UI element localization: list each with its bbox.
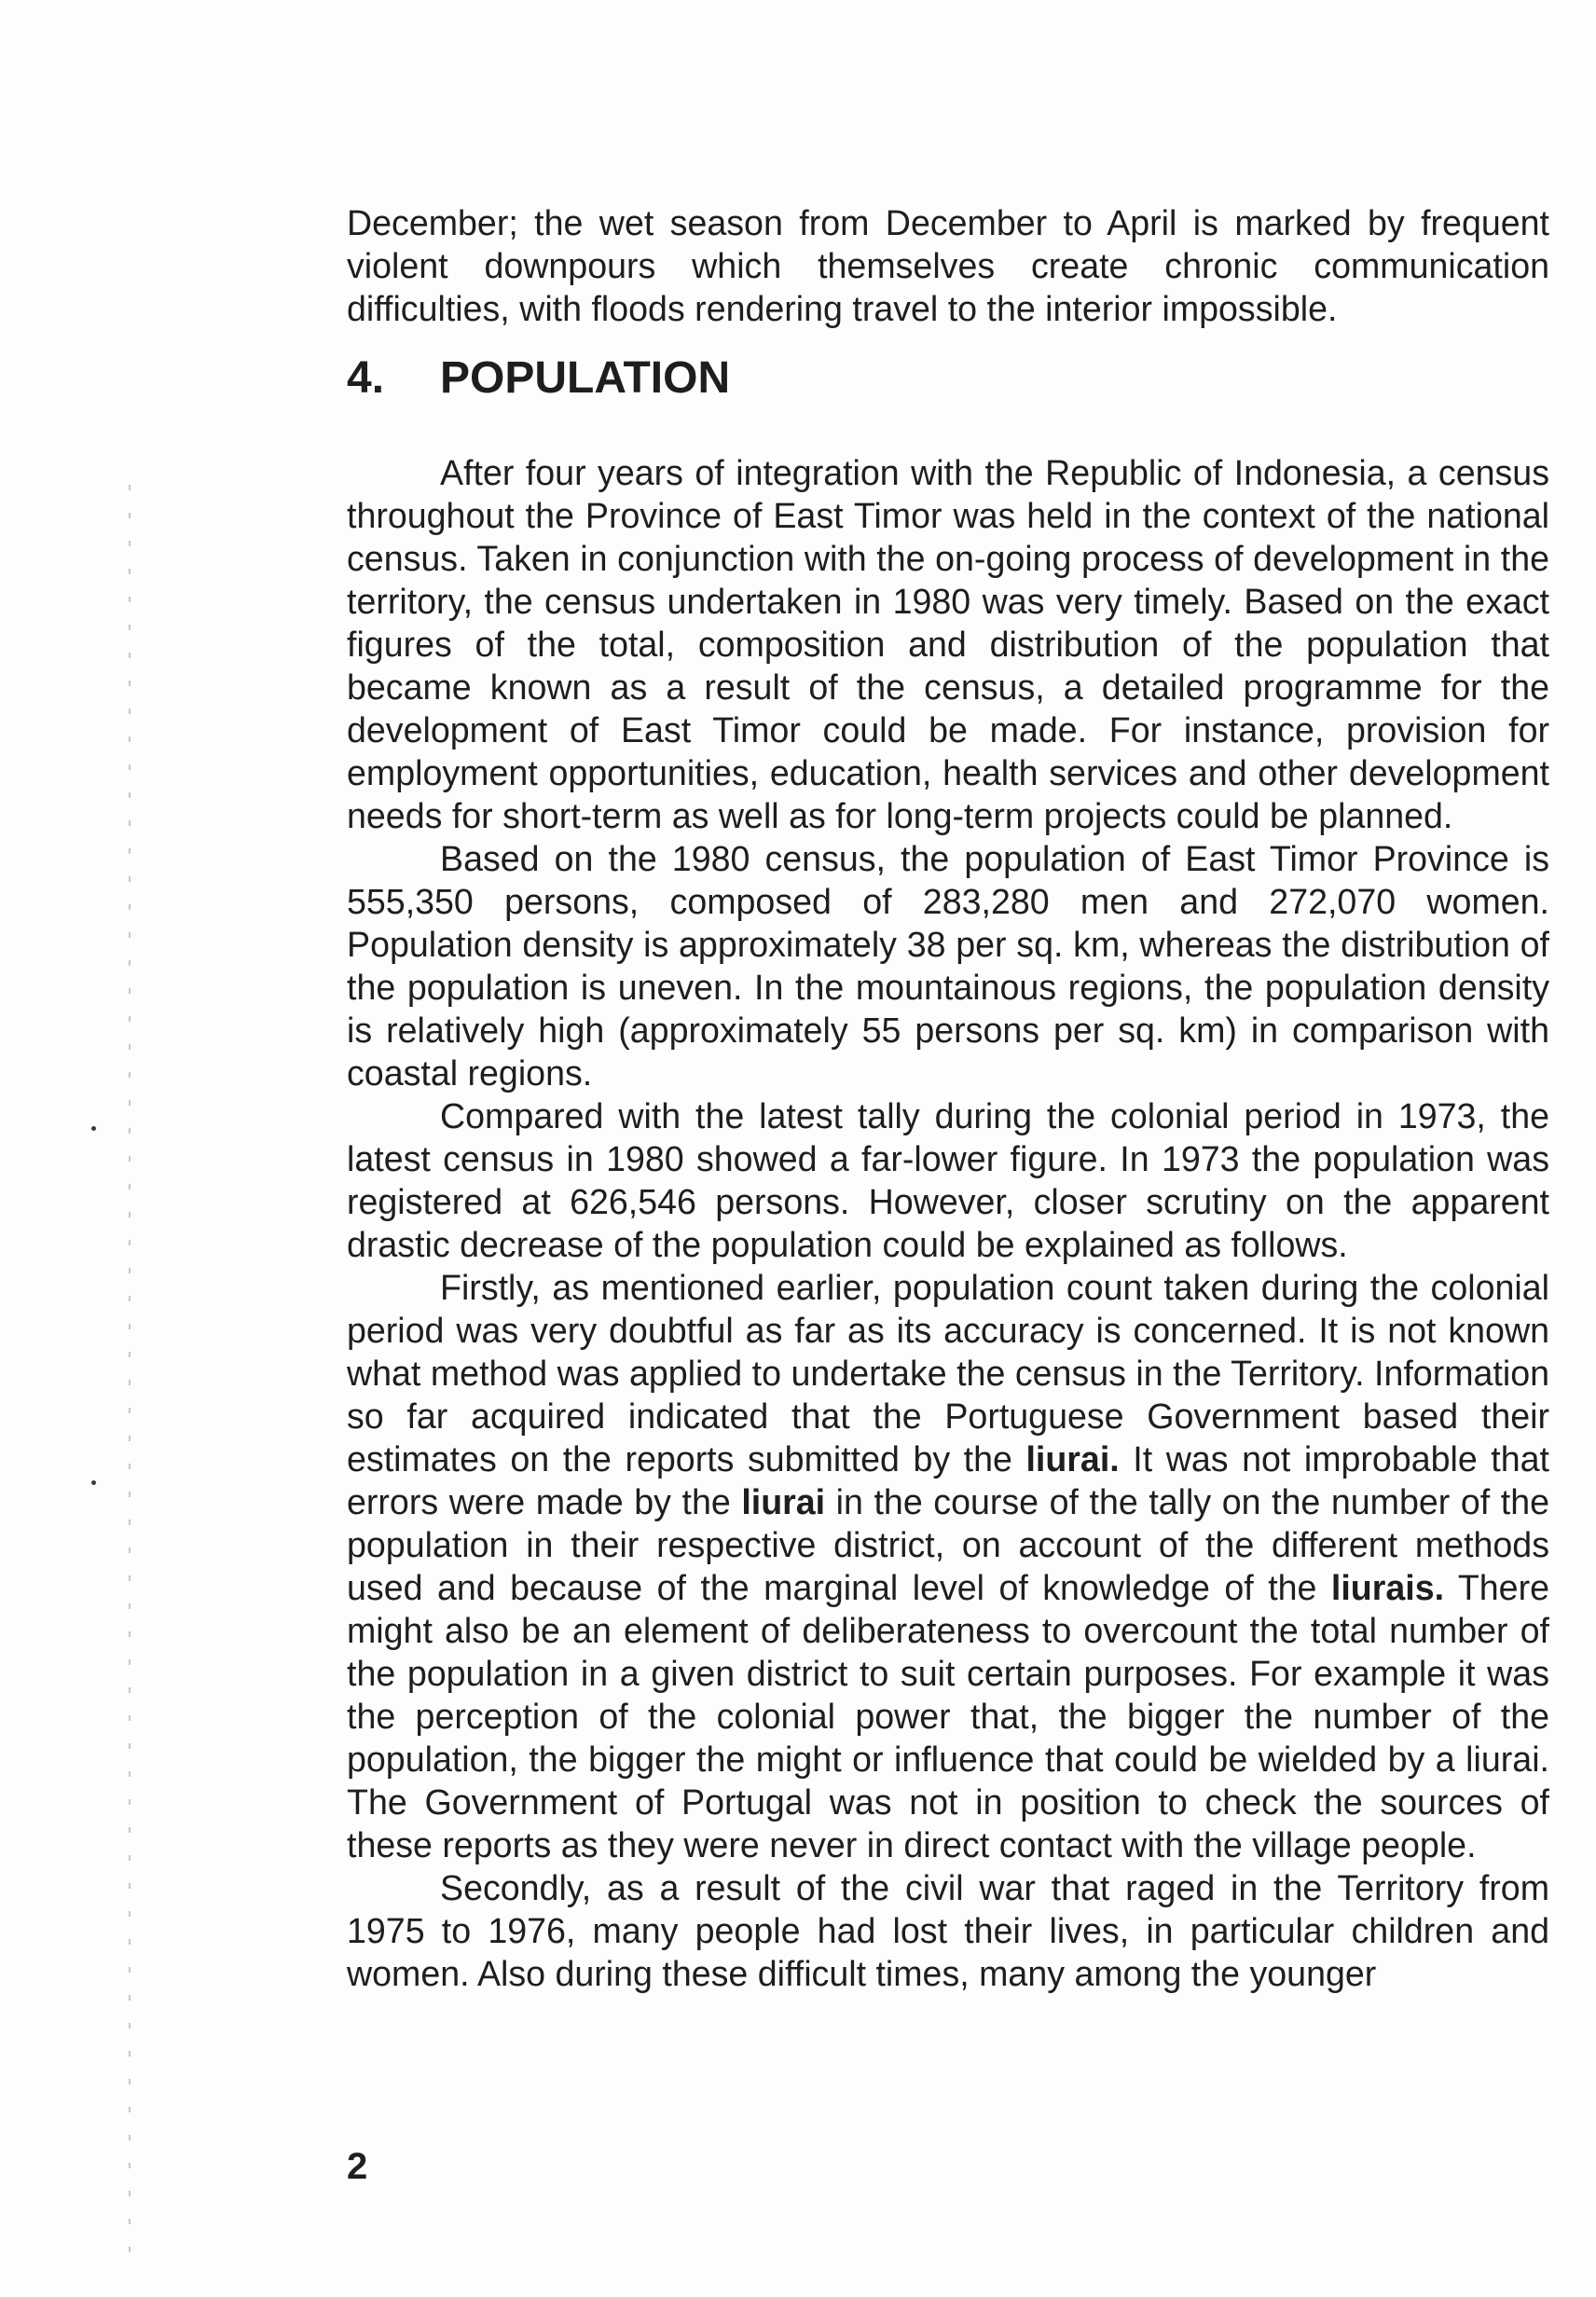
scan-margin-artifact (129, 485, 131, 2256)
term-liurai: liurai. (1025, 1439, 1120, 1479)
paragraph-text: Firstly, as mentioned earlier, population count taken during the colonial period was very doubtful as far as its accuracy is concerned. It is not known what method was applied to undertake the census in the Territory. Information so far acquired indicated that the Portuguese Government based their estimates on the reports submitted by the (347, 1268, 1549, 1479)
scan-speck (91, 1480, 96, 1485)
section-number: 4. (347, 353, 385, 403)
paragraph-census-intro: After four years of integration with the Republic of Indonesia, a census throughout the Province of East Timor was held in the context of the national census. Taken in conjunction with the on-going process of development in the territory, the census undertaken in 1980 was very timely. Based on the exact figures of the total, composition and distribution of the population that became known as a result of the census, a detailed programme for the development of East Timor could be made. For instance, provision for employment opportunities, education, health services and other development needs for short-term as well as for long-term projects could be planned. (347, 453, 1549, 835)
paragraph-firstly (347, 1266, 1549, 1866)
page-body (347, 201, 1549, 1995)
term-liurais: liurais. (1330, 1568, 1445, 1607)
paragraph-text: It was not improbable that errors were made by the (347, 1439, 1549, 1521)
paragraph-colonial-comparison: Compared with the latest tally during the colonial period in 1973, the latest census in 1980 showed a far-lower figure. In 1973 the population was registered at 626,546 persons. However, closer scrutiny on the apparent drastic decrease of the population could be explained as follows. (347, 1096, 1549, 1264)
paragraph-text: in the course of the tally on the number of the population in their respective district, on account of the different methods used and because of the marginal level of knowledge of the (347, 1482, 1549, 1607)
paragraph-text: There might also be an element of deliberateness to overcount the total number of the population in a given district to suit certain purposes. For example it was the perception of the colonial power that, the bigger the number of the population, the bigger the might or influence that could be wielded by a liurai. The Government of Portugal was not in position to check the sources of these reports as they were never in direct contact with the village people. (347, 1568, 1549, 1864)
term-liurai: liurai (741, 1482, 826, 1521)
page-number: 2 (347, 2146, 368, 2187)
section-heading (347, 351, 1549, 451)
paragraph-census-figures: Based on the 1980 census, the population of East Timor Province is 555,350 persons, composed of 283,280 men and 272,070 women. Population density is approximately 38 per sq. km, whereas the distribution of the population is uneven. In the mountainous regions, the population density is relatively high (approximately 55 persons per sq. km) in comparison with coastal regions. (347, 839, 1549, 1093)
paragraph-secondly: Secondly, as a result of the civil war that raged in the Territory from 1975 to 1976, many people had lost their lives, in particular children and women. Also during these difficult times, many among the younger (347, 1868, 1549, 1993)
scan-speck (91, 1126, 96, 1131)
section-title: POPULATION (440, 353, 731, 403)
intro-paragraph: December; the wet season from December to April is marked by frequent violent downpours which themselves create chronic communication difficulties, with floods rendering travel to the interior impossible. (347, 203, 1549, 328)
